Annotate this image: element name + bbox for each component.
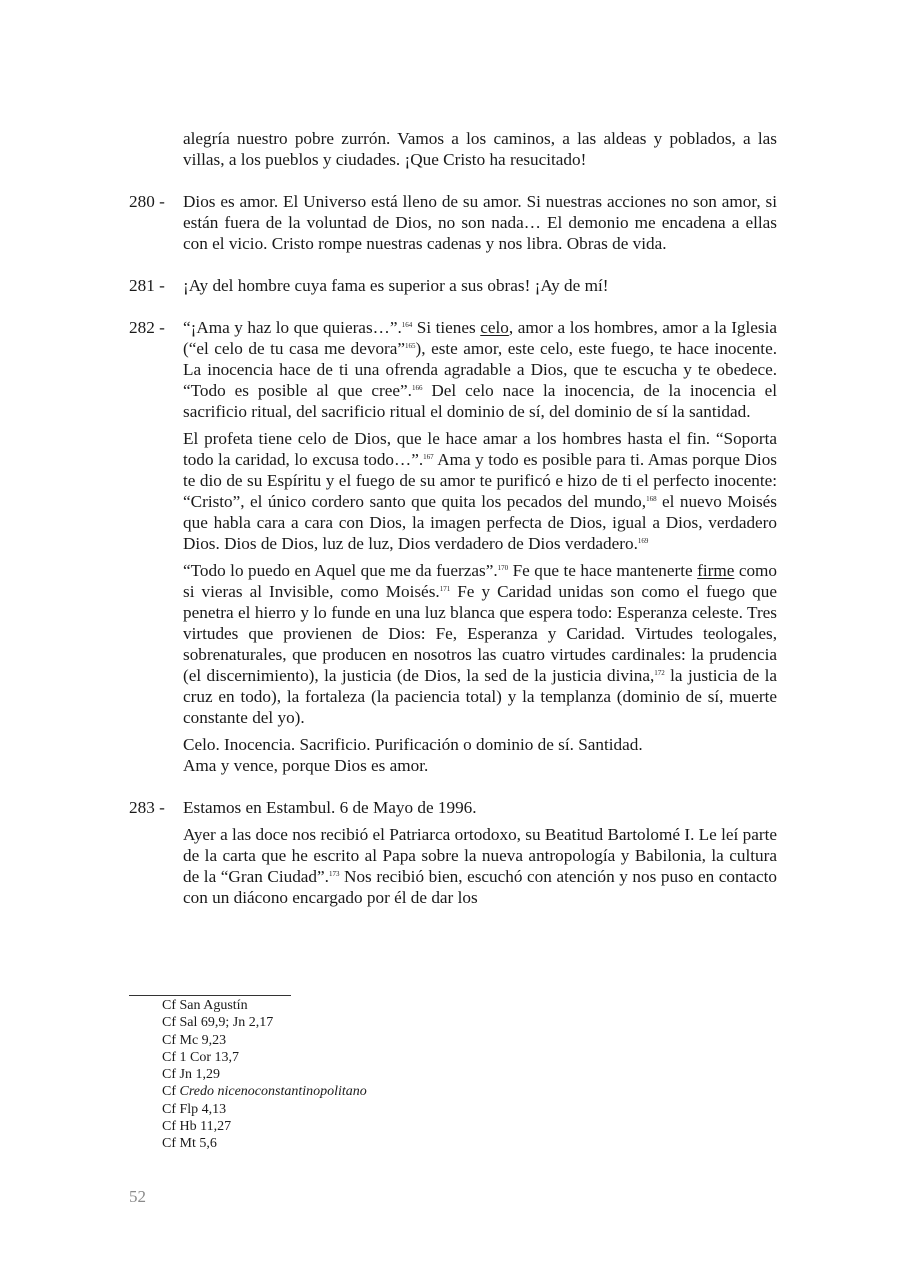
footnote-separator — [129, 995, 291, 996]
footnote-ref-170[interactable]: 170 — [497, 564, 509, 572]
paragraph: “Todo lo puedo en Aquel que me da fuerzas”.$^{170}$ Fe que te hace mantenerte firme como si vieras al Invisible, como Moisés.$^{171}$ Fe y Caridad unidas son como el fuego que penetra el hierro y lo funde en una luz blanca que espera todo: Esperanza celeste. Tres virtudes que provienen de Dios: Fe, Esperanza y Caridad. Virtudes teologales, sobrenaturales, que producen en nosotros las cuatro virtudes cardinales: la prudencia (el discernimiento), la justicia (de Dios, la sed de la justicia divina,$^{172}$ la justicia de la cruz en todo), la fortaleza (la paciencia total) y la templanza (dominio de sí, muerte constante del yo). — [183, 561, 778, 727]
footnote-ref-165[interactable]: 165 — [405, 342, 416, 350]
entry-280 — [129, 191, 777, 254]
paragraph: Ayer a las doce nos recibió el Patriarca ortodoxo, su Beatitud Bartolomé I. Le leí parte de la carta que he escrito al Papa sobre la nueva antropología y Babilonia, la cultura de la “Gran Ciudad”.$^{173}$ Nos recibió bien, escuchó con atención y nos puso en contacto con un diácono encargado por él de dar los — [183, 825, 777, 907]
footnote-ref-169[interactable]: 169 — [637, 537, 649, 545]
footnote-ref-168[interactable]: 168 — [646, 495, 657, 503]
entry-283 — [129, 797, 777, 908]
main-text — [129, 128, 777, 908]
footnote: Cf San Agustín — [162, 998, 248, 1013]
footnote: Cf 1 Cor 13,7 — [162, 1049, 239, 1065]
paragraph: El profeta tiene celo de Dios, que le hace amar a los hombres hasta el fin. “Soporta todo la caridad, lo excusa todo…”.$^{167}$ Ama y todo es posible para ti. Amas porque Dios te dio de su Espíritu y el fuego de su amor te purificó e hizo de ti el perfecto inocente: “Cristo”, el único cordero santo que quita los pecados del mundo,$^{168}$ el nuevo Moisés que habla cara a cara con Dios, la imagen perfecta de Dios, igual a Dios, verdadero Dios. Dios de Dios, luz de luz, Dios verdadero de Dios verdadero.$^{169}$ — [183, 429, 777, 553]
footnote: Cf Mc 9,23 — [162, 1032, 227, 1048]
footnote: Cf Jn 1,29 — [162, 1067, 220, 1083]
paragraph: Celo. Inocencia. Sacrificio. Purificación o dominio de sí. Santidad. — [183, 735, 643, 754]
footnote-ref-173[interactable]: 173 — [328, 870, 340, 878]
footnote: Cf Mt 5,6 — [162, 1136, 217, 1152]
footnote-ref-167[interactable]: 167 — [423, 453, 434, 461]
footnote: Cf Hb 11,27 — [162, 1119, 232, 1135]
footnote-ref-164[interactable]: 164 — [401, 321, 413, 329]
footnote: Cf Credo nicenoconstantinopolitano — [162, 1084, 367, 1100]
entry-282 — [129, 317, 777, 776]
paragraph: alegría nuestro pobre zurrón. Vamos a los caminos, a las aldeas y poblados, a las villas, a los pueblos y ciudades. ¡Que Cristo ha resucitado! — [183, 129, 777, 169]
entry-number: 280 - — [129, 192, 165, 211]
entry-number: 283 - — [129, 798, 165, 817]
paragraph: Estamos en Estambul. 6 de Mayo de 1996. — [183, 798, 477, 817]
paragraph: Ama y vence, porque Dios es amor. — [183, 756, 429, 775]
underlined-word: celo — [480, 318, 509, 337]
paragraph: “¡Ama y haz lo que quieras…”.$^{164}$ Si tienes celo, amor a los hombres, amor a la Iglesia (“el celo de tu casa me devora”$^{165}$), este amor, este celo, este fuego, te hace inocente. La inocencia hace de ti una ofrenda agradable a Dios, que te escucha y te obedece. “Todo es posible al que cree”.$^{166}$ Del celo nace la inocencia, de la inocencia el sacrificio ritual, del sacrificio ritual el dominio de sí, del dominio de sí la santidad. — [183, 318, 778, 421]
entry-number: 281 - — [129, 276, 165, 295]
entry-281 — [129, 275, 777, 296]
paragraph: ¡Ay del hombre cuya fama es superior a sus obras! ¡Ay de mí! — [183, 276, 609, 295]
page-number: 52 — [129, 1187, 146, 1206]
footnote-ref-172[interactable]: 172 — [654, 669, 665, 677]
paragraph: Dios es amor. El Universo está lleno de su amor. Si nuestras acciones no son amor, si están fuera de la voluntad de Dios, no son nada… El demonio me encadena a ellas con el vicio. Cristo rompe nuestras cadenas y nos libra. Obras de vida. — [183, 192, 777, 253]
footnote: Cf Flp 4,13 — [162, 1101, 227, 1117]
footnote: Cf Sal 69,9; Jn 2,17 — [162, 1015, 274, 1031]
italic-title: Credo nicenoconstantinopolitano — [179, 1084, 367, 1100]
entry-number: 282 - — [129, 318, 165, 337]
underlined-word: firme — [697, 561, 735, 580]
footnotes — [162, 997, 722, 1153]
footnote-ref-171[interactable]: 171 — [439, 585, 451, 593]
entry-279-continuation — [129, 128, 777, 170]
footnote-ref-166[interactable]: 166 — [411, 384, 423, 392]
